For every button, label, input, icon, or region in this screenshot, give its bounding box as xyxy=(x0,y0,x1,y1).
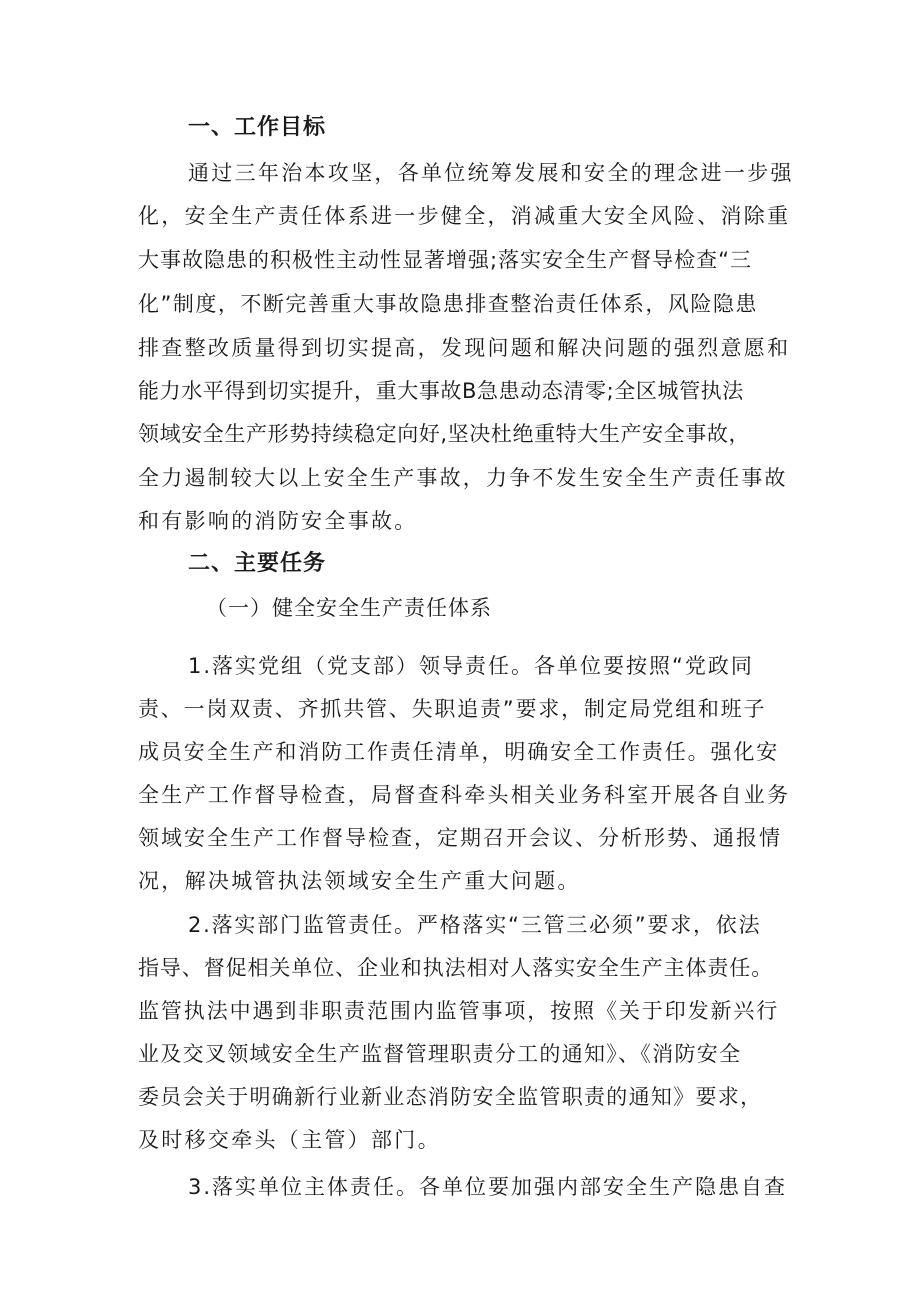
paragraph-line: 排查整改质量得到切实提高，发现问题和解决问题的强烈意愿和 xyxy=(138,336,791,360)
subsection-heading: （一）健全安全生产责任体系 xyxy=(206,596,492,620)
paragraph-line: 况，解决城管执法领域安全生产重大问题。 xyxy=(138,869,581,893)
paragraph-line: 和有影响的消防安全事故。 xyxy=(138,509,418,533)
paragraph-line: 大事故隐患的积极性主动性显著增强;落实安全生产督导检查“三 xyxy=(138,248,752,272)
paragraph-line: 责、一岗双责、齐抓共管、失职追责”要求，制定局党组和班子 xyxy=(138,697,767,721)
paragraph-line: 全力遏制较大以上安全生产事故，力争不发生安全生产责任事故 xyxy=(138,466,788,490)
paragraph-line: 及时移交牵头（主管）部门。 xyxy=(138,1128,441,1152)
paragraph-line: 领域安全生产工作督导检查，定期召开会议、分析形势、通报情 xyxy=(138,826,782,850)
paragraph-line: 指导、督促相关单位、企业和执法相对人落实安全生产主体责任。 xyxy=(138,956,774,980)
paragraph-line: 监管执法中遇到非职责范围内监管事项，按照《关于印发新兴行 xyxy=(138,999,780,1023)
paragraph-line: 通过三年治本攻坚，各单位统筹发展和安全的理念进一步强 xyxy=(188,161,794,185)
paragraph-line: 3.落实单位主体责任。各单位要加强内部安全生产隐患自查 xyxy=(188,1175,788,1199)
paragraph-line: 化，安全生产责任体系进一步健全，消减重大安全风险、消除重 xyxy=(138,204,791,228)
section-heading-main-tasks: 二、主要任务 xyxy=(188,551,327,576)
paragraph-line: 2.落实部门监管责任。严格落实“三管三必须”要求，依法 xyxy=(188,913,762,937)
paragraph-line: 全生产工作督导检查，局督查科牵头相关业务科室开展各自业务 xyxy=(138,783,791,807)
paragraph-line: 领域安全生产形势持续稳定向好,坚决杜绝重特大生产安全事故， xyxy=(138,422,751,446)
paragraph-line: 业及交叉领域安全生产监督管理职责分工的通知》、《消防安全 xyxy=(138,1042,742,1066)
paragraph-line: 能力水平得到切实提升，重大事故B急患动态清零;全区城管执法 xyxy=(138,379,744,403)
paragraph-line: 成员安全生产和消防工作责任清单，明确安全工作责任。强化安 xyxy=(138,740,780,764)
paragraph-line: 委员会关于明确新行业新业态消防安全监管职责的通知》要求， xyxy=(138,1085,763,1109)
paragraph-line: 化”制度，不断完善重大事故隐患排查整治责任体系，风险隐患 xyxy=(138,292,758,316)
paragraph-line: 1.落实党组（党支部）领导责任。各单位要按照“党政同 xyxy=(188,654,754,678)
section-heading-work-goals: 一、工作目标 xyxy=(188,115,327,140)
